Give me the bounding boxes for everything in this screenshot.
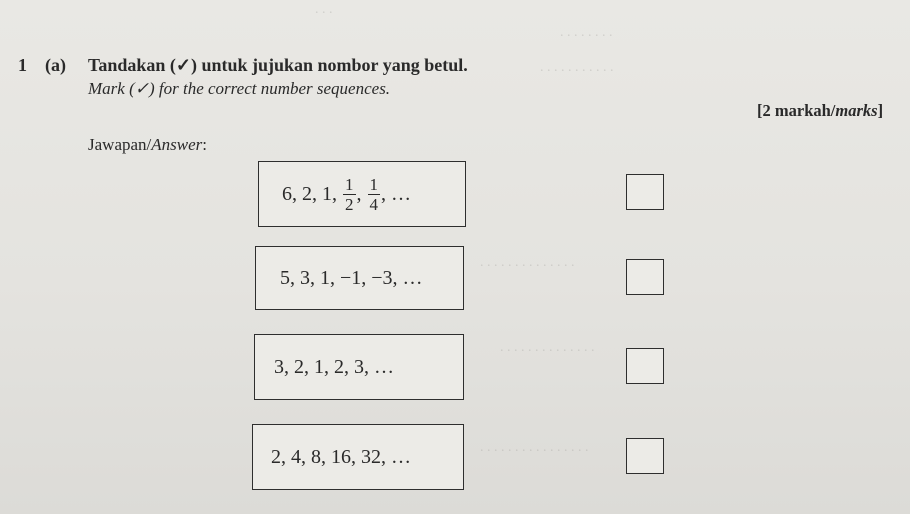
fraction-numerator: 1 xyxy=(345,174,354,194)
sequence-1-prefix: 6, 2, 1, xyxy=(282,182,342,205)
checkbox-sequence-4[interactable] xyxy=(626,438,664,474)
fraction-denominator: 4 xyxy=(369,194,378,214)
sequence-2-text: 5, 3, 1, −1, −3, … xyxy=(280,266,423,289)
sequence-1-suffix: , … xyxy=(381,182,411,205)
marks-english: marks xyxy=(835,101,878,120)
sequence-1-fraction-quarter xyxy=(368,176,381,213)
fraction-denominator: 2 xyxy=(345,194,354,214)
sequence-1-fraction-half xyxy=(343,176,356,213)
checkbox-sequence-1[interactable] xyxy=(626,174,664,210)
bleed-through-text: . . . . . . . . . . . . . . xyxy=(480,255,575,270)
sequence-box-3 xyxy=(254,334,464,400)
sequence-1-separator: , xyxy=(356,182,367,205)
marks-malay: [2 markah/ xyxy=(757,101,836,120)
bleed-through-text: . . . xyxy=(315,2,333,17)
question-number: 1 xyxy=(18,55,27,75)
sequence-3-text: 3, 2, 1, 2, 3, … xyxy=(274,355,394,378)
bleed-through-text: . . . . . . . . . . . xyxy=(540,60,614,75)
answer-label xyxy=(88,135,207,155)
bleed-through-text: . . . . . . . . . . . . . . . . xyxy=(480,440,589,455)
sequence-box-2 xyxy=(255,246,464,310)
sequence-box-1 xyxy=(258,161,466,227)
marks-label xyxy=(757,101,883,121)
bleed-through-text: . . . . . . . . . . . . . . xyxy=(500,340,595,355)
sequence-box-4 xyxy=(252,424,464,490)
sequence-4-text: 2, 4, 8, 16, 32, … xyxy=(271,445,411,468)
question-instruction-malay: Tandakan (✓) untuk jujukan nombor yang betul. xyxy=(88,55,468,75)
answer-colon: : xyxy=(202,135,207,154)
question-part: (a) xyxy=(45,55,66,75)
checkbox-sequence-2[interactable] xyxy=(626,259,664,295)
question-instruction-english: Mark (✓) for the correct number sequences. xyxy=(88,79,391,98)
answer-english: Answer xyxy=(151,135,203,154)
fraction-numerator: 1 xyxy=(369,174,378,194)
bleed-through-text: . . . . . . . . xyxy=(560,25,613,40)
checkbox-sequence-3[interactable] xyxy=(626,348,664,384)
marks-close: ] xyxy=(877,101,884,120)
answer-malay: Jawapan/ xyxy=(88,135,152,154)
